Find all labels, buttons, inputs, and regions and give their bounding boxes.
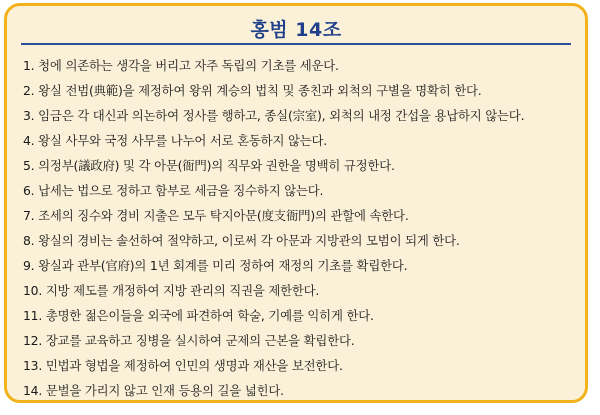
article-item-4: 4. 왕실 사무와 국정 사무를 나누어 서로 혼동하지 않는다.	[23, 133, 327, 148]
article-item-5: 5. 의정부(議政府) 및 각 아문(衙門)의 직무와 권한을 명백히 규정한다.	[23, 158, 395, 173]
title-divider	[21, 43, 571, 45]
article-item-12: 12. 장교를 교육하고 징병을 실시하여 군제의 근본을 확립한다.	[23, 333, 355, 348]
article-item-11: 11. 총명한 젊은이들을 외국에 파견하여 학술, 기예를 익히게 한다.	[23, 308, 374, 323]
article-item-9: 9. 왕실과 관부(官府)의 1년 회계를 미리 정하여 재정의 기초를 확립한다.	[23, 258, 408, 273]
article-item-3: 3. 임금은 각 대신과 의논하여 정사를 행하고, 종실(宗室), 외척의 내정 간섭을 용납하지 않는다.	[23, 108, 525, 123]
article-list	[23, 53, 577, 403]
article-item-1: 1. 청에 의존하는 생각을 버리고 자주 독립의 기초를 세운다.	[23, 58, 339, 73]
article-item-2: 2. 왕실 전범(典範)을 제정하여 왕위 계승의 법칙 및 종친과 외척의 구별을 명확히 한다.	[23, 83, 482, 98]
panel-title: 홍범 14조	[250, 19, 342, 41]
article-item-10: 10. 지방 제도를 개정하여 지방 관리의 직권을 제한한다.	[23, 283, 320, 298]
article-item-13: 13. 민법과 형법을 제정하여 인민의 생명과 재산을 보전한다.	[23, 358, 343, 373]
article-item-14: 14. 문벌을 가리지 않고 인재 등용의 길을 넓힌다.	[23, 383, 284, 398]
article-item-7: 7. 조세의 징수와 경비 지출은 모두 탁지아문(度支衙門)의 관할에 속한다.	[23, 208, 409, 223]
article-panel	[4, 3, 588, 403]
article-item-8: 8. 왕실의 경비는 솔선하여 절약하고, 이로써 각 아문과 지방관의 모범이 되게 한다.	[23, 233, 460, 248]
article-item-6: 6. 납세는 법으로 정하고 함부로 세금을 징수하지 않는다.	[23, 183, 324, 198]
